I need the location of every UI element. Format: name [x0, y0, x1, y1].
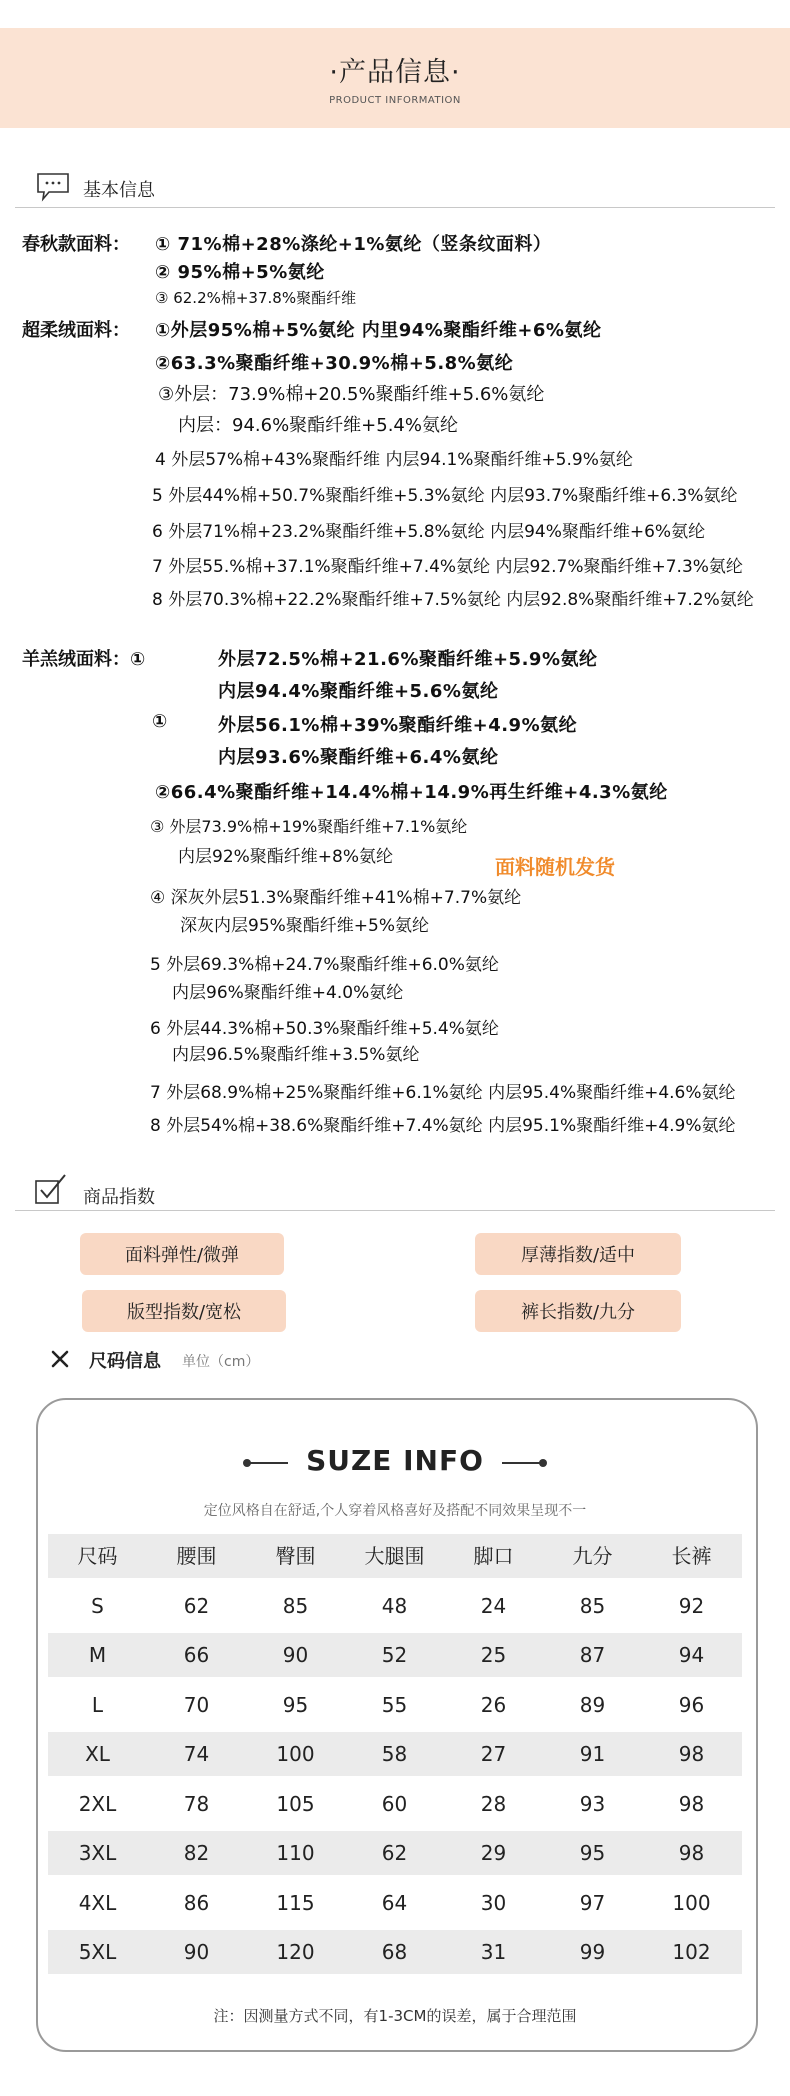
table-cell: 58: [381, 1742, 408, 1766]
table-cell: 62: [183, 1593, 210, 1618]
checkbox-icon: [33, 1172, 67, 1210]
table-cell: 3XL: [78, 1841, 117, 1865]
table-cell: 60: [381, 1791, 408, 1816]
table-cell: 52: [381, 1643, 408, 1667]
table-cell: 91: [579, 1742, 606, 1766]
fabric-line: 5 外层44%棉+50.7%聚酯纤维+5.3%氨纶 内层93.7%聚酯纤维+6.3%氨纶: [152, 486, 738, 506]
table-cell: 100: [672, 1890, 711, 1915]
fabric-line: 8 外层70.3%棉+22.2%聚酯纤维+7.5%氨纶 内层92.8%聚酯纤维+7.2%氨纶: [152, 590, 754, 610]
super-soft-label: 超柔绒面料：: [22, 320, 130, 341]
table-cell: 89: [579, 1692, 606, 1717]
table-cell: 55: [381, 1692, 408, 1717]
table-cell: 24: [480, 1593, 507, 1618]
divider: [15, 1210, 775, 1211]
page-title: ·产品信息·: [329, 57, 461, 88]
section-heading-product-index: 商品指数: [83, 1187, 155, 1208]
table-cell: 4XL: [78, 1890, 117, 1915]
fabric-line: 8 外层54%棉+38.6%聚酯纤维+7.4%氨纶 内层95.1%聚酯纤维+4.9%氨纶: [150, 1116, 736, 1136]
table-header-row: [48, 1534, 742, 1578]
thickness-index-badge: 厚薄指数/适中: [475, 1233, 681, 1275]
page-subtitle: PRODUCT INFORMATION: [329, 95, 461, 106]
fabric-line: ②66.4%聚酯纤维+14.4%棉+14.9%再生纤维+4.3%氨纶: [155, 782, 668, 803]
fabric-line: 内层96.5%聚酯纤维+3.5%氨纶: [172, 1045, 420, 1065]
table-cell: 95: [282, 1692, 309, 1717]
fit-index-badge: 版型指数/宽松: [82, 1290, 286, 1332]
size-chart-title: SUZE INFO: [306, 1444, 484, 1477]
table-cell: 94: [678, 1643, 705, 1667]
table-header-cell: 九分: [572, 1544, 613, 1568]
chat-bubble-icon: [35, 172, 71, 206]
table-cell: 85: [579, 1593, 606, 1618]
table-cell: 87: [579, 1643, 606, 1667]
fabric-line: 6 外层71%棉+23.2%聚酯纤维+5.8%氨纶 内层94%聚酯纤维+6%氨纶: [152, 522, 706, 542]
size-chart-subtitle: 定位风格自在舒适,个人穿着风格喜好及搭配不同效果呈现不一: [203, 1503, 587, 1519]
size-unit: 单位（cm）: [182, 1354, 260, 1370]
table-cell: 115: [276, 1890, 315, 1915]
table-cell: 85: [282, 1593, 309, 1618]
table-cell: 27: [480, 1742, 507, 1766]
fabric-line: ②63.3%聚酯纤维+30.9%棉+5.8%氨纶: [155, 353, 514, 374]
table-row: [48, 1633, 742, 1677]
table-cell: 30: [480, 1890, 507, 1915]
table-cell: M: [88, 1643, 107, 1667]
table-cell: 98: [678, 1791, 705, 1816]
table-cell: 48: [381, 1593, 408, 1618]
elasticity-index-badge: 面料弹性/微弹: [80, 1233, 284, 1275]
table-cell: 5XL: [78, 1940, 117, 1964]
table-cell: 90: [183, 1940, 210, 1964]
length-index-badge: 裤长指数/九分: [475, 1290, 681, 1332]
fabric-line: ③ 外层73.9%棉+19%聚酯纤维+7.1%氨纶: [150, 817, 468, 836]
title-dot-left: [243, 1459, 251, 1467]
table-cell: S: [91, 1593, 104, 1618]
table-cell: 100: [276, 1742, 315, 1766]
table-row: [48, 1683, 742, 1727]
table-cell: 120: [276, 1940, 315, 1964]
spring-autumn-label: 春秋款面料：: [22, 234, 130, 255]
table-header-cell: 腰围: [176, 1544, 217, 1568]
fabric-line: 深灰内层95%聚酯纤维+5%氨纶: [180, 916, 429, 936]
table-cell: 98: [678, 1841, 705, 1865]
table-row: [48, 1782, 742, 1826]
divider: [15, 207, 775, 208]
fabric-line: 内层94.4%聚酯纤维+5.6%氨纶: [218, 681, 499, 702]
table-cell: 29: [480, 1841, 507, 1865]
table-cell: 28: [480, 1791, 507, 1816]
table-header-cell: 长裤: [671, 1544, 712, 1568]
random-shipping-note: 面料随机发货: [495, 855, 615, 879]
measurement-note: 注：因测量方式不同，有1-3CM的误差，属于合理范围: [213, 2007, 577, 2025]
table-cell: 78: [183, 1791, 210, 1816]
section-heading-size-info: 尺码信息: [89, 1351, 161, 1372]
cross-icon: [50, 1349, 70, 1373]
fabric-line: ④ 深灰外层51.3%聚酯纤维+41%棉+7.7%氨纶: [150, 888, 522, 908]
fabric-line: 内层92%聚酯纤维+8%氨纶: [178, 847, 393, 867]
table-cell: 105: [276, 1791, 315, 1816]
table-cell: 110: [276, 1841, 315, 1865]
table-header-cell: 脚口: [473, 1544, 514, 1568]
table-cell: 62: [381, 1841, 408, 1865]
table-header-cell: 臀围: [275, 1544, 316, 1568]
fabric-line-number: ①: [152, 711, 168, 732]
table-cell: 95: [579, 1841, 606, 1865]
fabric-line: ③ 62.2%棉+37.8%聚酯纤维: [155, 289, 357, 307]
fabric-line: ③外层：73.9%棉+20.5%聚酯纤维+5.6%氨纶: [158, 384, 545, 405]
fabric-line: 7 外层68.9%棉+25%聚酯纤维+6.1%氨纶 内层95.4%聚酯纤维+4.6%氨纶: [150, 1083, 736, 1103]
table-cell: 99: [579, 1940, 606, 1964]
title-rule-right: [502, 1462, 542, 1464]
table-cell: 70: [183, 1692, 210, 1717]
title-rule-left: [248, 1462, 288, 1464]
fabric-line: 内层96%聚酯纤维+4.0%氨纶: [172, 983, 404, 1003]
table-cell: 82: [183, 1841, 210, 1865]
table-row: [48, 1732, 742, 1776]
fabric-line: ① 71%棉+28%涤纶+1%氨纶（竖条纹面料）: [155, 234, 552, 255]
table-header-cell: 尺码: [77, 1544, 118, 1568]
table-cell: L: [91, 1692, 104, 1717]
fabric-line: 外层56.1%棉+39%聚酯纤维+4.9%氨纶: [218, 715, 578, 736]
table-cell: 93: [579, 1791, 606, 1816]
table-cell: 86: [183, 1890, 210, 1915]
table-cell: 2XL: [78, 1791, 117, 1816]
fabric-line: 内层：94.6%聚酯纤维+5.4%氨纶: [178, 415, 458, 436]
fabric-line: 6 外层44.3%棉+50.3%聚酯纤维+5.4%氨纶: [150, 1019, 499, 1039]
fabric-line: 5 外层69.3%棉+24.7%聚酯纤维+6.0%氨纶: [150, 955, 499, 975]
table-cell: 97: [579, 1890, 606, 1915]
table-cell: 66: [183, 1643, 210, 1667]
table-cell: XL: [85, 1742, 110, 1766]
fabric-line: 7 外层55.%棉+37.1%聚酯纤维+7.4%氨纶 内层92.7%聚酯纤维+7.3%氨纶: [152, 557, 743, 577]
table-cell: 25: [480, 1643, 507, 1667]
table-cell: 90: [282, 1643, 309, 1667]
fabric-line: 4 外层57%棉+43%聚酯纤维 内层94.1%聚酯纤维+5.9%氨纶: [155, 450, 633, 470]
fabric-line: ①外层95%棉+5%氨纶 内里94%聚酯纤维+6%氨纶: [155, 320, 602, 341]
table-cell: 26: [480, 1692, 507, 1717]
table-row: [48, 1831, 742, 1875]
section-heading-basic-info: 基本信息: [83, 180, 155, 201]
fabric-line: 外层72.5%棉+21.6%聚酯纤维+5.9%氨纶: [218, 649, 598, 670]
title-dot-right: [539, 1459, 547, 1467]
lamb-wool-label: 羊羔绒面料：①: [22, 649, 146, 670]
table-cell: 96: [678, 1692, 705, 1717]
table-row: [48, 1930, 742, 1974]
table-row: [48, 1584, 742, 1628]
table-cell: 74: [183, 1742, 210, 1766]
fabric-line: 内层93.6%聚酯纤维+6.4%氨纶: [218, 747, 499, 768]
table-cell: 98: [678, 1742, 705, 1766]
table-cell: 31: [480, 1940, 507, 1964]
table-cell: 68: [381, 1940, 408, 1964]
table-header-cell: 大腿围: [364, 1544, 425, 1568]
table-cell: 64: [381, 1890, 408, 1915]
fabric-line: ② 95%棉+5%氨纶: [155, 262, 325, 283]
table-row: [48, 1881, 742, 1925]
table-cell: 92: [678, 1593, 705, 1618]
table-cell: 102: [672, 1940, 711, 1964]
